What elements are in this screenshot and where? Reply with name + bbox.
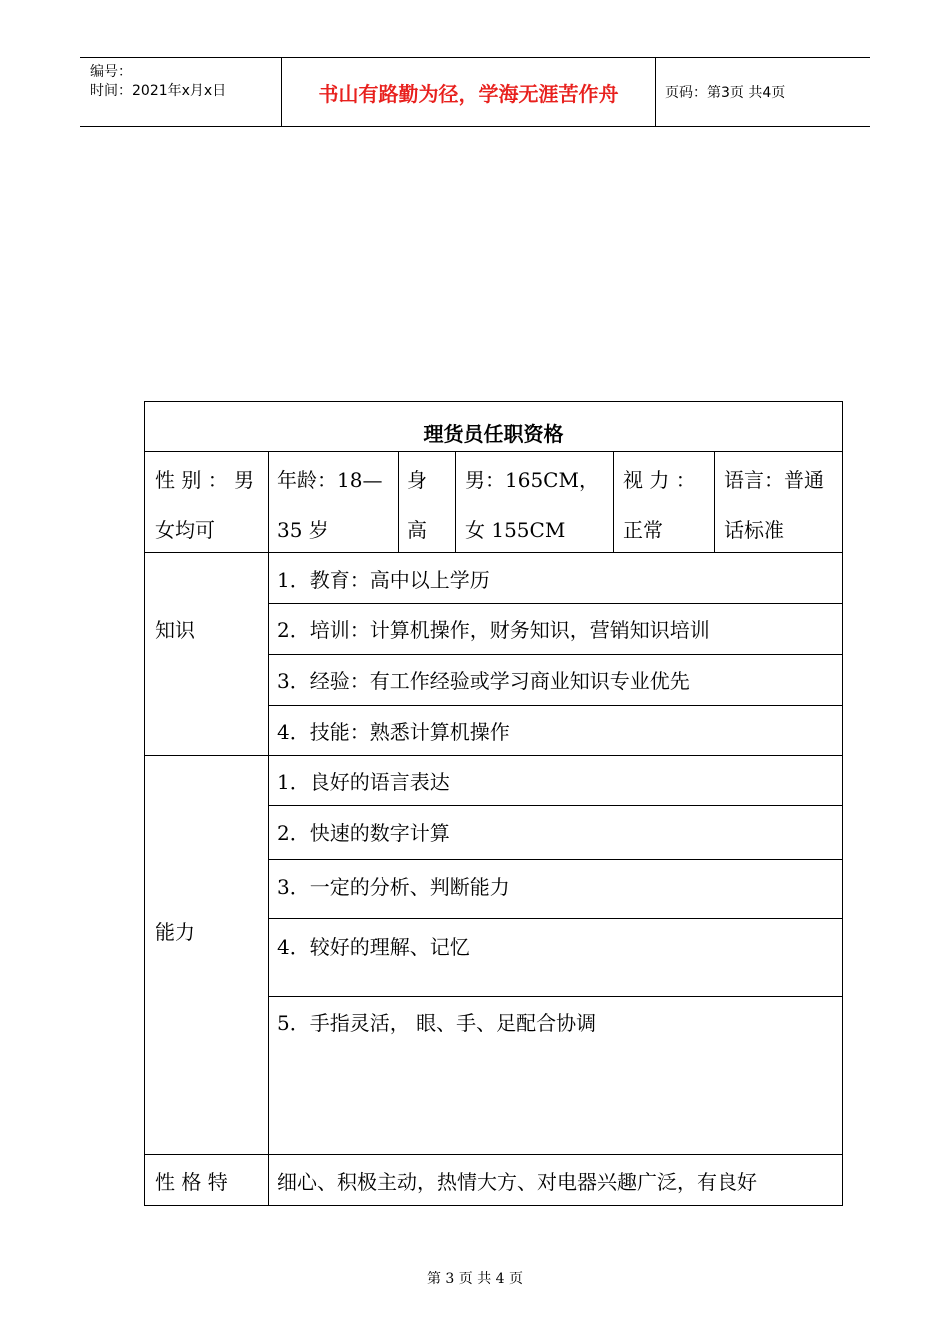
height-label-line1: 身 [407,468,427,492]
qualification-table [144,401,843,1206]
language-line2: 话标准 [724,518,784,542]
page-header [80,57,870,127]
row-divider [268,805,842,806]
personality-label: 性 格 特 [155,1170,228,1194]
time-label: 时间：2021年x月x日 [90,83,227,99]
height-line1: 男：165CM， [465,468,599,492]
row-divider [268,654,842,655]
gender-line2: 女均可 [155,518,215,542]
knowledge-item: 1．教育：高中以上学历 [277,568,490,592]
age-line2: 35 岁 [277,518,329,542]
row-divider [145,1154,842,1155]
language-line1: 语言：普通 [724,468,824,492]
ability-item: 2．快速的数字计算 [277,821,450,845]
col-divider [268,451,269,552]
row-divider [268,918,842,919]
knowledge-item: 3．经验：有工作经验或学习商业知识专业优先 [277,669,690,693]
gender-line1: 性 别 ： 男 [155,468,255,492]
page-footer: 第 3 页 共 4 页 [426,1271,524,1287]
col-divider [455,451,456,552]
number-label: 编号： [90,64,132,80]
ability-label: 能力 [155,920,195,944]
ability-item: 4．较好的理解、记忆 [277,935,470,959]
table-title: 理货员任职资格 [423,422,564,446]
motto: 书山有路勤为径，学海无涯苦作舟 [281,58,656,126]
knowledge-item: 4．技能：熟悉计算机操作 [277,720,510,744]
row-divider [268,996,842,997]
row-divider [145,755,842,756]
age-line1: 年龄：18— [277,468,383,492]
row-divider [145,552,842,553]
row-divider [145,451,842,452]
row-divider [268,705,842,706]
row-divider [268,603,842,604]
knowledge-item: 2．培训：计算机操作，财务知识，营销知识培训 [277,618,710,642]
ability-item: 5．手指灵活， 眼、手、足配合协调 [277,1011,597,1035]
col-divider [268,552,269,1206]
personality-text: 细心、积极主动，热情大方、对电器兴趣广泛，有良好 [277,1170,757,1194]
height-line2: 女 155CM [465,518,566,542]
col-divider [398,451,399,552]
row-divider [268,859,842,860]
vision-line2: 正常 [623,518,663,542]
col-divider [613,451,614,552]
header-meta [80,58,281,126]
page-info: 页码：第3页 共4页 [665,85,786,101]
ability-item: 3．一定的分析、判断能力 [277,875,510,899]
ability-item: 1．良好的语言表达 [277,770,450,794]
knowledge-label: 知识 [155,618,195,642]
vision-line1: 视 力 ： [623,468,696,492]
height-label-line2: 高 [407,518,427,542]
col-divider [714,451,715,552]
